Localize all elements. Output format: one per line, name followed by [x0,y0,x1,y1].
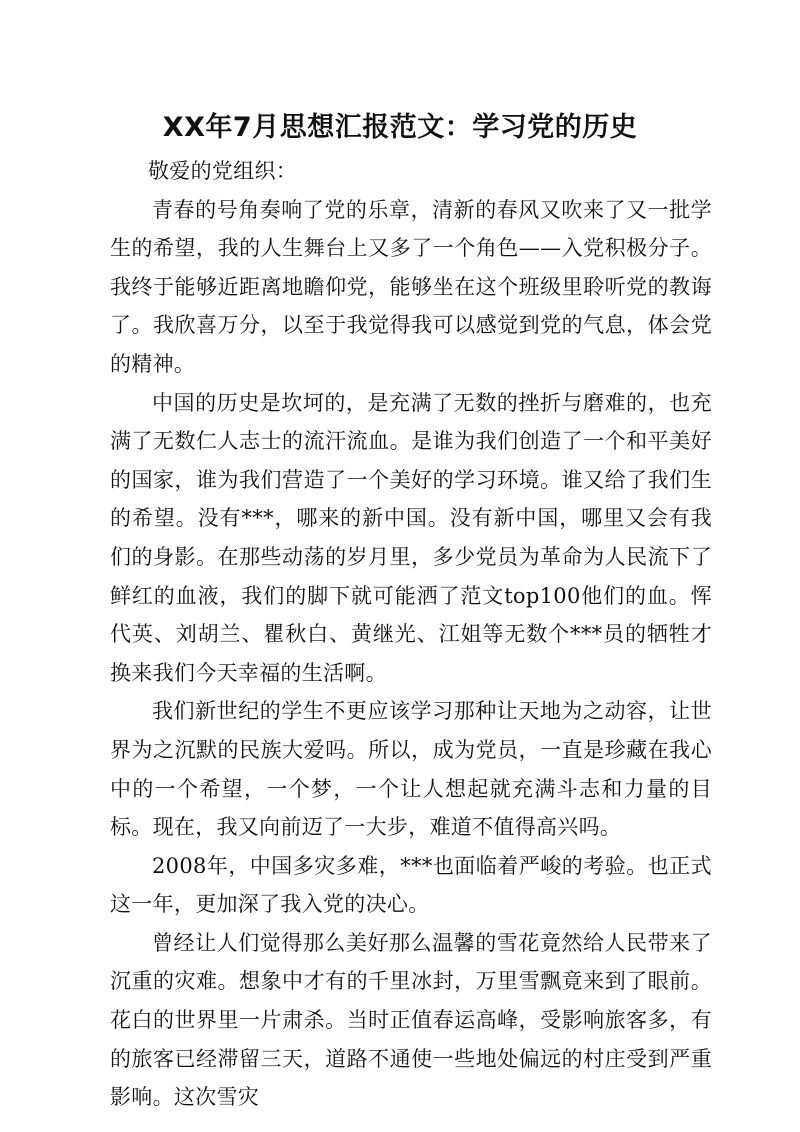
paragraph: 2008年，中国多灾多难，***也面临着严峻的考验。也正式这一年，更加深了我入党的决心。 [110,853,712,917]
paragraph: 曾经让人们觉得那么美好那么温馨的雪花竟然给人民带来了沉重的灾难。想象中才有的千里冰封，万里雪飘竟来到了眼前。花白的世界里一片肃杀。当时正值春运高峰，受影响旅客多，有的旅客已经滞留三天，道路不通使一些地处偏远的村庄受到严重影响。这次雪灾 [110,930,712,1110]
document-body [110,152,712,1117]
salutation: 敬爱的党组织： [148,159,298,183]
paragraph: 我们新世纪的学生不更应该学习那种让天地为之动容，让世界为之沉默的民族大爱吗。所以，成为党员，一直是珍藏在我心中的一个希望，一个梦，一个让人想起就充满斗志和力量的目标。现在，我又向前迈了一大步，难道不值得高兴吗。 [110,699,712,840]
paragraph: 青春的号角奏响了党的乐章，清新的春风又吹来了又一批学生的希望，我的人生舞台上又多了一个角色——入党积极分子。我终于能够近距离地瞻仰党，能够坐在这个班级里聆听党的教诲了。我欣喜万分，以至于我觉得我可以感觉到党的气息，体会党的精神。 [110,197,712,376]
document-title: XX年7月思想汇报范文：学习党的历史 [162,112,638,143]
paragraph: 中国的历史是坎坷的，是充满了无数的挫折与磨难的，也充满了无数仁人志士的流汗流血。是谁为我们创造了一个和平美好的国家，谁为我们营造了一个美好的学习环境。谁又给了我们生的希望。没有***，哪来的新中国。没有新中国，哪里又会有我们的身影。在那些动荡的岁月里，多少党员为革命为人民流下了鲜红的血液，我们的脚下就可能洒了范文top100他们的血。恽代英、刘胡兰、瞿秋白、黄继光、江姐等无数个***员的牺牲才换来我们今天幸福的生活啊。 [110,390,712,685]
